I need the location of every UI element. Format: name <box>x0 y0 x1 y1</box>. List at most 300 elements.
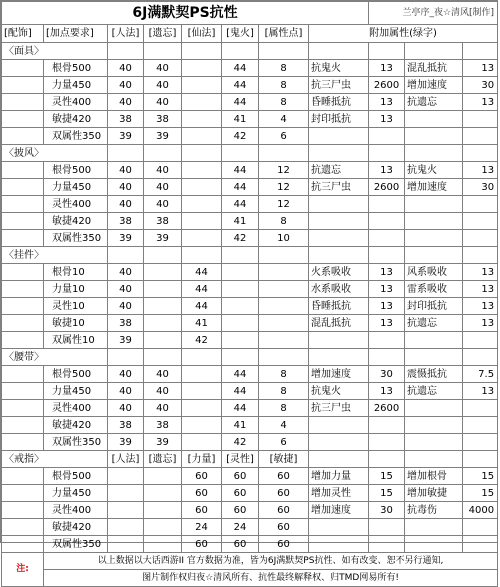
author-credit: 兰亭序_夜☆清风[制作] <box>369 2 498 25</box>
bonus-name-cell: 震慑抵抗 <box>405 366 463 383</box>
yiwang-cell <box>144 298 182 315</box>
bonus-value-cell <box>463 111 498 128</box>
empty-cell <box>2 519 44 536</box>
xianfa-cell <box>182 111 222 128</box>
table-row <box>2 485 498 502</box>
table-row <box>2 230 498 247</box>
empty-cell <box>2 213 44 230</box>
header-requirement: [加点要求] <box>44 25 108 43</box>
bonus-name-cell: 抗鬼火 <box>309 383 369 400</box>
empty-cell <box>405 247 463 264</box>
empty-cell <box>369 247 405 264</box>
yiwang-cell: 40 <box>144 77 182 94</box>
empty-cell <box>2 485 44 502</box>
table-row <box>2 468 498 485</box>
empty-cell <box>2 77 44 94</box>
table-row <box>2 502 498 519</box>
table-row <box>2 60 498 77</box>
empty-cell <box>463 43 498 60</box>
empty-cell <box>2 60 44 77</box>
bonus-name-cell <box>309 536 369 553</box>
empty-cell <box>2 417 44 434</box>
notes-row <box>2 570 498 587</box>
notes-line-2: 图片制作权归夜☆清风所有、抗性最终解释权、归TMD网易所有! <box>44 570 498 587</box>
empty-cell <box>144 145 182 162</box>
xianfa-cell <box>182 60 222 77</box>
guihuo-cell: 44 <box>222 400 259 417</box>
bonus-value-cell <box>369 230 405 247</box>
xianfa-cell: 44 <box>182 281 222 298</box>
header-guihuo: [鬼火] <box>222 25 259 43</box>
shuxing-cell: 8 <box>259 77 309 94</box>
yiwang-cell: 39 <box>144 128 182 145</box>
bonus-name-cell <box>405 519 463 536</box>
renfa-cell: 40 <box>108 383 144 400</box>
bonus-value-cell: 4000 <box>463 502 498 519</box>
empty-cell <box>463 451 498 468</box>
empty-cell <box>222 43 259 60</box>
empty-cell <box>309 43 369 60</box>
empty-cell <box>259 43 309 60</box>
requirement-cell: 双属性10 <box>44 332 108 349</box>
section-header <box>2 349 498 366</box>
yiwang-cell <box>144 468 182 485</box>
yiwang-cell: 40 <box>144 196 182 213</box>
xianfa-cell <box>182 94 222 111</box>
section-header <box>2 247 498 264</box>
bonus-value-cell <box>369 434 405 451</box>
empty-cell <box>2 281 44 298</box>
renfa-cell: 40 <box>108 94 144 111</box>
table-row <box>2 196 498 213</box>
bonus-name-cell <box>405 332 463 349</box>
table-row <box>2 281 498 298</box>
bonus-value-cell: 13 <box>463 264 498 281</box>
bonus-name-cell: 增加速度 <box>309 502 369 519</box>
bonus-name-cell: 抗三尸虫 <box>309 179 369 196</box>
yiwang-cell: 40 <box>144 400 182 417</box>
table-row <box>2 400 498 417</box>
xianfa-cell <box>182 179 222 196</box>
bonus-name-cell: 抗遗忘 <box>405 383 463 400</box>
guihuo-cell: 41 <box>222 417 259 434</box>
empty-cell <box>405 43 463 60</box>
bonus-value-cell: 13 <box>369 298 405 315</box>
bonus-name-cell <box>309 332 369 349</box>
liliang-cell: 60 <box>182 485 222 502</box>
bonus-value-cell <box>369 213 405 230</box>
requirement-cell: 力量450 <box>44 383 108 400</box>
bonus-name-cell: 混乱抵抗 <box>309 315 369 332</box>
empty-cell <box>369 145 405 162</box>
liliang-cell: 60 <box>182 468 222 485</box>
empty-cell <box>182 145 222 162</box>
requirement-cell: 力量450 <box>44 179 108 196</box>
renfa-cell: 39 <box>108 434 144 451</box>
bonus-value-cell <box>369 536 405 553</box>
bonus-value-cell <box>463 434 498 451</box>
table-row <box>2 383 498 400</box>
column-header-row <box>2 25 498 43</box>
title-row <box>2 2 498 25</box>
bonus-name-cell <box>405 128 463 145</box>
liliang-cell: 24 <box>182 519 222 536</box>
ring-header-yiwang: [遗忘] <box>144 451 182 468</box>
shuxing-cell: 8 <box>259 383 309 400</box>
shuxing-cell: 12 <box>259 179 309 196</box>
guihuo-cell <box>222 264 259 281</box>
bonus-value-cell: 13 <box>369 315 405 332</box>
renfa-cell: 40 <box>108 366 144 383</box>
bonus-name-cell: 抗鬼火 <box>405 162 463 179</box>
bonus-name-cell <box>405 230 463 247</box>
table-row <box>2 264 498 281</box>
bonus-value-cell: 13 <box>463 281 498 298</box>
bonus-value-cell: 30 <box>369 502 405 519</box>
bonus-value-cell <box>463 519 498 536</box>
table-row <box>2 536 498 553</box>
empty-cell <box>369 349 405 366</box>
empty-cell <box>463 145 498 162</box>
empty-cell <box>2 111 44 128</box>
xianfa-cell <box>182 128 222 145</box>
bonus-name-cell <box>309 519 369 536</box>
empty-cell <box>2 94 44 111</box>
requirement-cell: 双属性350 <box>44 536 108 553</box>
requirement-cell: 灵性400 <box>44 400 108 417</box>
table-row <box>2 434 498 451</box>
guihuo-cell: 44 <box>222 162 259 179</box>
yiwang-cell <box>144 264 182 281</box>
empty-cell <box>2 298 44 315</box>
yiwang-cell <box>144 332 182 349</box>
section-name: 〈披风〉 <box>2 145 108 162</box>
bonus-name-cell: 抗三尸虫 <box>309 77 369 94</box>
requirement-cell: 敏捷420 <box>44 111 108 128</box>
guihuo-cell: 42 <box>222 434 259 451</box>
bonus-value-cell: 2600 <box>369 400 405 417</box>
bonus-name-cell <box>405 111 463 128</box>
empty-cell <box>2 179 44 196</box>
xianfa-cell <box>182 213 222 230</box>
ring-header-minjie: [敏捷] <box>259 451 309 468</box>
xianfa-cell <box>182 162 222 179</box>
yiwang-cell: 39 <box>144 230 182 247</box>
bonus-name-cell: 抗遗忘 <box>405 315 463 332</box>
guihuo-cell: 44 <box>222 94 259 111</box>
ring-header-renfa: [人法] <box>108 451 144 468</box>
empty-cell <box>405 349 463 366</box>
yiwang-cell <box>144 281 182 298</box>
bonus-name-cell: 增加敏捷 <box>405 485 463 502</box>
empty-cell <box>2 162 44 179</box>
empty-cell <box>108 247 144 264</box>
yiwang-cell: 40 <box>144 383 182 400</box>
bonus-name-cell: 抗毒伤 <box>405 502 463 519</box>
table-row <box>2 128 498 145</box>
bonus-name-cell: 抗鬼火 <box>309 60 369 77</box>
bonus-value-cell <box>369 519 405 536</box>
bonus-value-cell <box>463 536 498 553</box>
empty-cell <box>369 451 405 468</box>
xianfa-cell <box>182 400 222 417</box>
minjie-cell: 60 <box>259 519 309 536</box>
table-row <box>2 179 498 196</box>
shuxing-cell <box>259 298 309 315</box>
yiwang-cell <box>144 485 182 502</box>
requirement-cell: 根骨500 <box>44 468 108 485</box>
empty-cell <box>2 196 44 213</box>
yiwang-cell: 40 <box>144 60 182 77</box>
bonus-value-cell <box>463 230 498 247</box>
table-row <box>2 213 498 230</box>
empty-cell <box>144 349 182 366</box>
renfa-cell: 38 <box>108 417 144 434</box>
requirement-cell: 双属性350 <box>44 230 108 247</box>
minjie-cell: 60 <box>259 536 309 553</box>
table-row <box>2 366 498 383</box>
xianfa-cell <box>182 383 222 400</box>
bonus-value-cell: 7.5 <box>463 366 498 383</box>
shuxing-cell <box>259 315 309 332</box>
yiwang-cell: 40 <box>144 366 182 383</box>
bonus-value-cell <box>369 332 405 349</box>
resistance-table <box>1 1 498 587</box>
bonus-value-cell <box>463 128 498 145</box>
bonus-name-cell: 增加速度 <box>405 77 463 94</box>
shuxing-cell: 4 <box>259 111 309 128</box>
bonus-name-cell: 抗三尸虫 <box>309 400 369 417</box>
table-row <box>2 77 498 94</box>
shuxing-cell <box>259 264 309 281</box>
notes-row <box>2 553 498 570</box>
renfa-cell: 40 <box>108 60 144 77</box>
bonus-name-cell: 抗遗忘 <box>405 94 463 111</box>
empty-cell <box>2 315 44 332</box>
bonus-name-cell: 增加灵性 <box>309 485 369 502</box>
empty-cell <box>259 349 309 366</box>
bonus-name-cell <box>309 128 369 145</box>
bonus-name-cell: 昏睡抵抗 <box>309 298 369 315</box>
bonus-name-cell <box>405 196 463 213</box>
yiwang-cell <box>144 315 182 332</box>
yiwang-cell: 38 <box>144 417 182 434</box>
requirement-cell: 根骨500 <box>44 60 108 77</box>
renfa-cell: 39 <box>108 230 144 247</box>
bonus-name-cell <box>309 434 369 451</box>
bonus-name-cell: 火系吸收 <box>309 264 369 281</box>
renfa-cell: 39 <box>108 332 144 349</box>
bonus-name-cell: 封印抵抗 <box>309 111 369 128</box>
bonus-name-cell: 封印抵抗 <box>405 298 463 315</box>
bonus-value-cell: 15 <box>463 485 498 502</box>
renfa-cell: 40 <box>108 77 144 94</box>
yiwang-cell: 39 <box>144 434 182 451</box>
shuxing-cell: 12 <box>259 196 309 213</box>
header-renfa: [人法] <box>108 25 144 43</box>
guihuo-cell: 42 <box>222 128 259 145</box>
shuxing-cell: 12 <box>259 162 309 179</box>
bonus-name-cell: 雷系吸收 <box>405 281 463 298</box>
guihuo-cell: 41 <box>222 111 259 128</box>
section-header <box>2 145 498 162</box>
renfa-cell: 38 <box>108 111 144 128</box>
bonus-value-cell: 13 <box>369 94 405 111</box>
guihuo-cell: 44 <box>222 60 259 77</box>
renfa-cell: 40 <box>108 298 144 315</box>
bonus-name-cell: 水系吸收 <box>309 281 369 298</box>
bonus-name-cell: 抗遗忘 <box>309 162 369 179</box>
empty-cell <box>309 247 369 264</box>
empty-cell <box>259 247 309 264</box>
bonus-value-cell: 13 <box>369 111 405 128</box>
empty-cell <box>182 247 222 264</box>
empty-cell <box>2 434 44 451</box>
shuxing-cell <box>259 281 309 298</box>
bonus-value-cell <box>463 417 498 434</box>
lingxing-cell: 60 <box>222 502 259 519</box>
empty-cell <box>2 468 44 485</box>
bonus-value-cell: 15 <box>463 468 498 485</box>
bonus-name-cell: 混乱抵抗 <box>405 60 463 77</box>
guihuo-cell: 44 <box>222 366 259 383</box>
requirement-cell: 根骨500 <box>44 366 108 383</box>
empty-cell <box>182 43 222 60</box>
bonus-value-cell <box>369 417 405 434</box>
xianfa-cell <box>182 77 222 94</box>
shuxing-cell: 8 <box>259 400 309 417</box>
renfa-cell <box>108 519 144 536</box>
table-row <box>2 315 498 332</box>
xianfa-cell: 44 <box>182 264 222 281</box>
bonus-name-cell <box>309 196 369 213</box>
page-title: 6J满默契PS抗性 <box>2 2 369 25</box>
bonus-value-cell: 13 <box>369 264 405 281</box>
bonus-name-cell: 增加速度 <box>405 179 463 196</box>
empty-cell <box>2 332 44 349</box>
requirement-cell: 力量450 <box>44 485 108 502</box>
bonus-value-cell: 2600 <box>369 77 405 94</box>
bonus-value-cell: 13 <box>369 162 405 179</box>
section-header <box>2 43 498 60</box>
bonus-value-cell: 15 <box>369 485 405 502</box>
empty-cell <box>222 145 259 162</box>
empty-cell <box>108 349 144 366</box>
requirement-cell: 根骨500 <box>44 162 108 179</box>
bonus-name-cell: 增加力量 <box>309 468 369 485</box>
xianfa-cell: 41 <box>182 315 222 332</box>
renfa-cell: 40 <box>108 281 144 298</box>
guihuo-cell <box>222 298 259 315</box>
guihuo-cell <box>222 281 259 298</box>
renfa-cell <box>108 485 144 502</box>
bonus-name-cell: 增加根骨 <box>405 468 463 485</box>
xianfa-cell: 44 <box>182 298 222 315</box>
yiwang-cell <box>144 536 182 553</box>
requirement-cell: 灵性400 <box>44 196 108 213</box>
empty-cell <box>2 128 44 145</box>
renfa-cell: 38 <box>108 213 144 230</box>
empty-cell <box>144 43 182 60</box>
bonus-name-cell <box>405 400 463 417</box>
section-header <box>2 451 498 468</box>
shuxing-cell: 6 <box>259 128 309 145</box>
table-row <box>2 417 498 434</box>
requirement-cell: 敏捷420 <box>44 519 108 536</box>
lingxing-cell: 60 <box>222 485 259 502</box>
header-slot: [配饰] <box>2 25 44 43</box>
table-row <box>2 298 498 315</box>
header-xianfa: [仙法] <box>182 25 222 43</box>
ring-header-liliang: [力量] <box>182 451 222 468</box>
bonus-name-cell: 风系吸收 <box>405 264 463 281</box>
bonus-value-cell: 30 <box>463 179 498 196</box>
shuxing-cell: 8 <box>259 366 309 383</box>
empty-cell <box>108 145 144 162</box>
minjie-cell: 60 <box>259 468 309 485</box>
renfa-cell: 40 <box>108 179 144 196</box>
empty-cell <box>309 451 369 468</box>
xianfa-cell: 42 <box>182 332 222 349</box>
bonus-value-cell: 30 <box>463 77 498 94</box>
xianfa-cell <box>182 230 222 247</box>
lingxing-cell: 60 <box>222 536 259 553</box>
bonus-value-cell: 13 <box>463 94 498 111</box>
renfa-cell: 39 <box>108 128 144 145</box>
requirement-cell: 灵性10 <box>44 298 108 315</box>
bonus-value-cell: 15 <box>369 468 405 485</box>
section-name: 〈面具〉 <box>2 43 108 60</box>
requirement-cell: 灵性400 <box>44 502 108 519</box>
yiwang-cell: 38 <box>144 111 182 128</box>
empty-cell <box>259 145 309 162</box>
bonus-value-cell <box>463 196 498 213</box>
empty-cell <box>144 247 182 264</box>
header-yiwang: [遗忘] <box>144 25 182 43</box>
header-bonus: 附加属性(绿字) <box>309 25 498 43</box>
yiwang-cell <box>144 502 182 519</box>
guihuo-cell: 42 <box>222 230 259 247</box>
empty-cell <box>405 145 463 162</box>
bonus-name-cell <box>309 230 369 247</box>
empty-cell <box>463 247 498 264</box>
yiwang-cell: 40 <box>144 162 182 179</box>
bonus-name-cell: 增加速度 <box>309 366 369 383</box>
bonus-name-cell: 昏睡抵抗 <box>309 94 369 111</box>
requirement-cell: 敏捷10 <box>44 315 108 332</box>
empty-cell <box>369 43 405 60</box>
bonus-value-cell <box>463 213 498 230</box>
liliang-cell: 60 <box>182 502 222 519</box>
bonus-value-cell <box>369 128 405 145</box>
shuxing-cell: 10 <box>259 230 309 247</box>
bonus-name-cell <box>309 213 369 230</box>
shuxing-cell: 6 <box>259 434 309 451</box>
requirement-cell: 双属性350 <box>44 434 108 451</box>
requirement-cell: 根骨10 <box>44 264 108 281</box>
table-row <box>2 519 498 536</box>
bonus-value-cell: 30 <box>369 366 405 383</box>
bonus-value-cell: 13 <box>463 298 498 315</box>
empty-cell <box>309 145 369 162</box>
ring-header-lingxing: [灵性] <box>222 451 259 468</box>
bonus-value-cell: 13 <box>369 383 405 400</box>
lingxing-cell: 60 <box>222 468 259 485</box>
yiwang-cell: 40 <box>144 94 182 111</box>
bonus-value-cell <box>369 196 405 213</box>
yiwang-cell: 38 <box>144 213 182 230</box>
empty-cell <box>182 349 222 366</box>
